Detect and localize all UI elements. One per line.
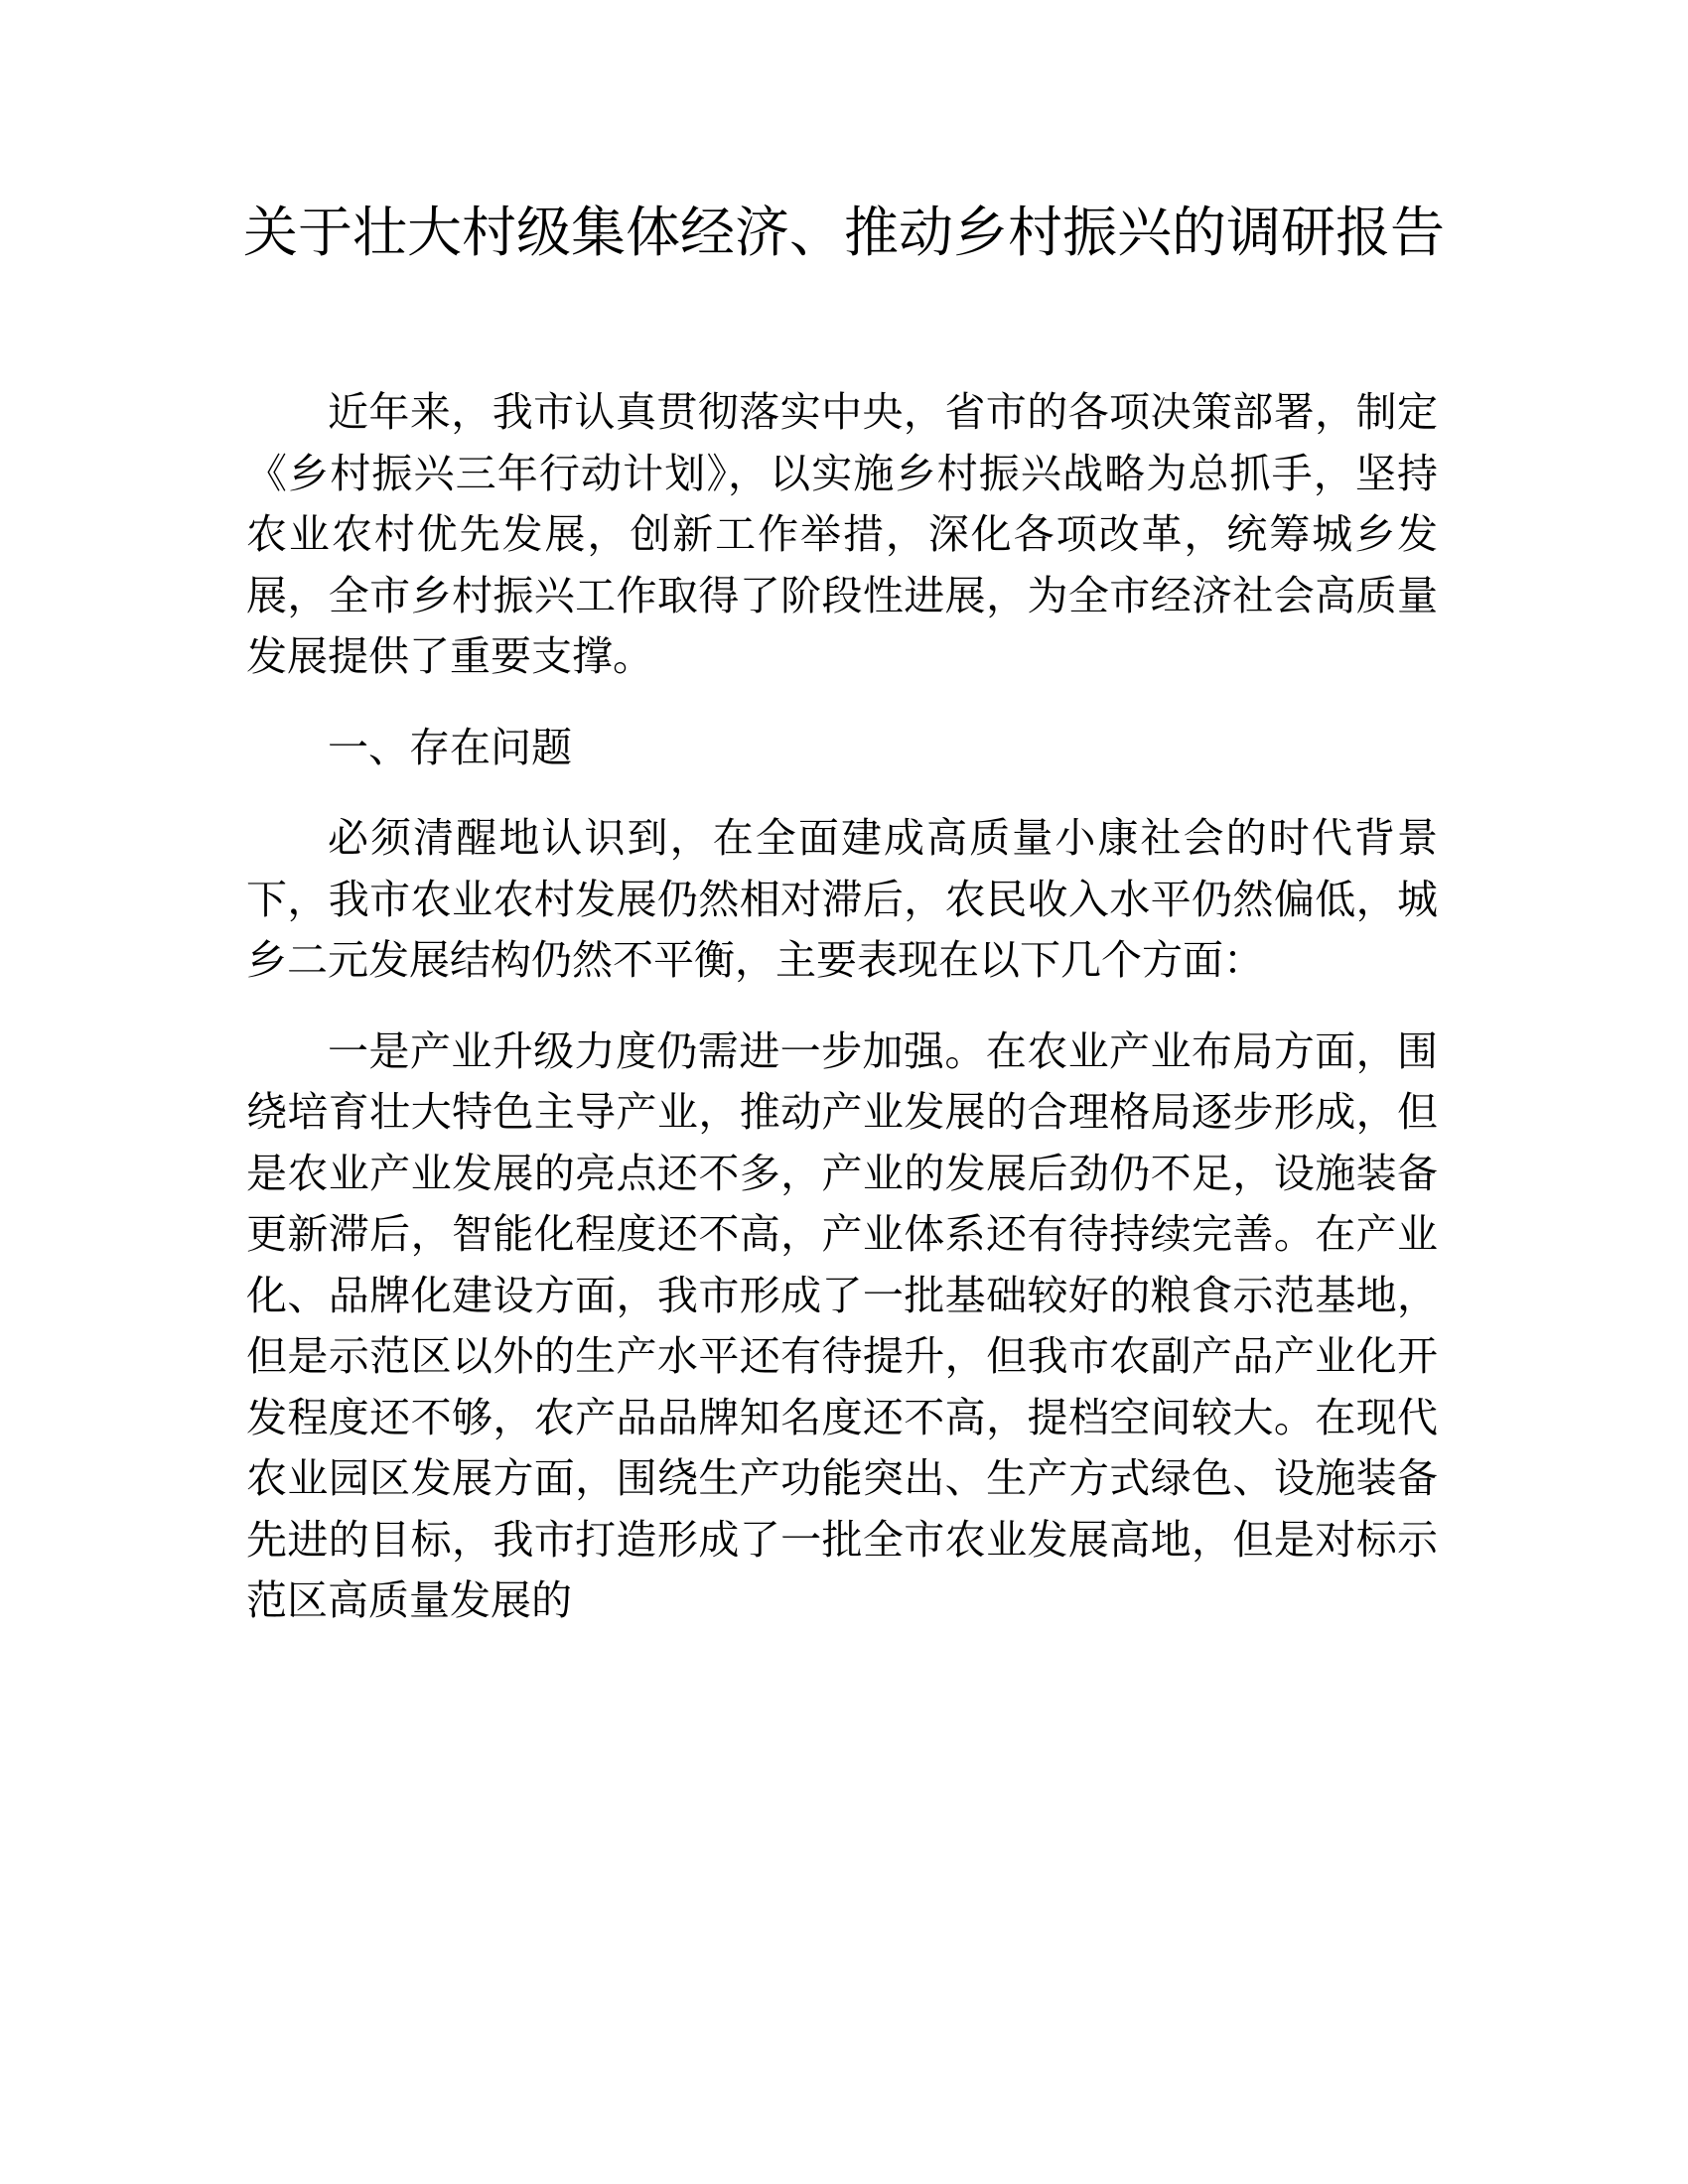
- paragraph-problems-overview: 必须清醒地认识到，在全面建成高质量小康社会的时代背景下，我市农业农村发展仍然相对滞后，农民收入水平仍然偏低，城乡二元发展结构仍然不平衡，主要表现在以下几个方面：: [246, 814, 1438, 984]
- paragraph-industry-upgrade: 一是产业升级力度仍需进一步加强。在农业产业布局方面，围绕培育壮大特色主导产业，推动产业发展的合理格局逐步形成，但是农业产业发展的亮点还不多，产业的发展后劲仍不足，设施装备更新滞后，智能化程度还不高，产业体系还有待持续完善。在产业化、品牌化建设方面，我市形成了一批基础较好的粮食示范基地，但是示范区以外的生产水平还有待提升，但我市农副产品产业化开发程度还不够，农产品品牌知名度还不高，提档空间较大。在现代农业园区发展方面，围绕生产功能突出、生产方式绿色、设施装备先进的目标，我市打造形成了一批全市农业发展高地，但是对标示范区高质量发展的: [246, 1026, 1438, 1624]
- section-heading-problems: 一、存在问题: [328, 723, 572, 771]
- document-body: [246, 382, 1438, 1662]
- document-title: 关于壮大村级集体经济、推动乡村振兴的调研报告: [242, 201, 1445, 264]
- paragraph-intro: 近年来，我市认真贯彻落实中央，省市的各项决策部署，制定《乡村振兴三年行动计划》，以实施乡村振兴战略为总抓手，坚持农业农村优先发展，创新工作举措，深化各项改革，统筹城乡发展，全市乡村振兴工作取得了阶段性进展，为全市经济社会高质量发展提供了重要支撑。: [246, 388, 1438, 680]
